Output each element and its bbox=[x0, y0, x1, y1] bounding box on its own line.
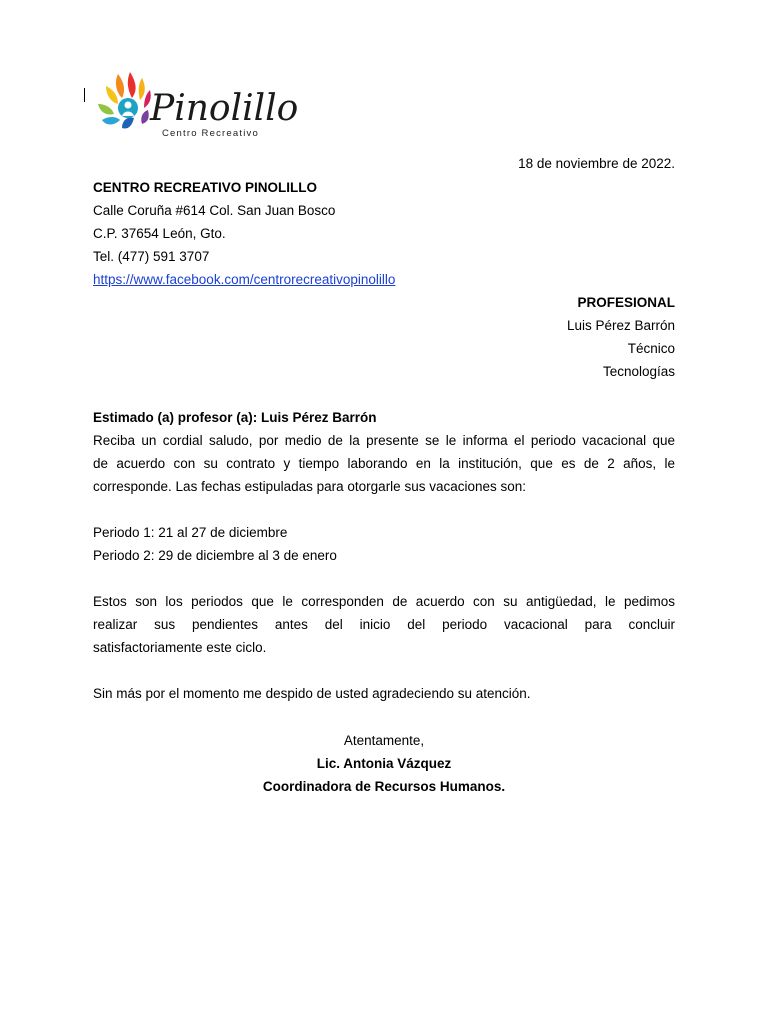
sender-name: CENTRO RECREATIVO PINOLILLO bbox=[93, 180, 318, 195]
closing-title: Coordinadora de Recursos Humanos. bbox=[262, 779, 506, 794]
paragraph-1-line-3: corresponde. Las fechas estipuladas para otorgarle sus vacaciones son: bbox=[93, 479, 527, 494]
vacation-period-1: Periodo 1: 21 al 27 de diciembre bbox=[93, 525, 288, 540]
logo-tagline: Centro Recreativo bbox=[162, 128, 259, 139]
facebook-link[interactable]: https://www.facebook.com/centrorecreativopinolillo bbox=[93, 272, 396, 287]
paragraph-2-line-2: realizar sus pendientes antes del inicio del periodo vacacional para concluir bbox=[93, 617, 675, 632]
paragraph-2-line-1: Estos son los periodos que le corresponden de acuerdo con su antigüedad, le pedimos bbox=[93, 594, 675, 609]
sender-postal: C.P. 37654 León, Gto. bbox=[93, 226, 226, 241]
paragraph-2-line-3: satisfactoriamente este ciclo. bbox=[93, 640, 267, 655]
sender-phone: Tel. (477) 591 3707 bbox=[93, 249, 210, 264]
recipient-role: Técnico bbox=[627, 341, 675, 356]
closing-signer: Lic. Antonia Vázquez bbox=[316, 756, 452, 771]
vacation-period-2: Periodo 2: 29 de diciembre al 3 de enero bbox=[93, 548, 337, 563]
recipient-dept: Tecnologías bbox=[602, 364, 675, 379]
paragraph-1-line-2: de acuerdo con su contrato y tiempo laborando en la institución, que es de 2 años, le bbox=[93, 456, 675, 471]
flame-emblem-icon bbox=[98, 72, 151, 129]
recipient-name: Luis Pérez Barrón bbox=[566, 318, 675, 333]
text-cursor bbox=[84, 88, 85, 102]
letter-date: 18 de noviembre de 2022. bbox=[518, 156, 675, 171]
closing-farewell: Atentamente, bbox=[343, 733, 425, 748]
recipient-heading: PROFESIONAL bbox=[577, 295, 675, 310]
salutation: Estimado (a) profesor (a): Luis Pérez Barrón bbox=[93, 410, 377, 425]
paragraph-1-line-1: Reciba un cordial saludo, por medio de la presente se le informa el periodo vacacional que bbox=[93, 433, 675, 448]
sender-address: Calle Coruña #614 Col. San Juan Bosco bbox=[93, 203, 336, 218]
logo-wordmark: Pinolillo bbox=[150, 88, 299, 129]
paragraph-3: Sin más por el momento me despido de usted agradeciendo su atención. bbox=[93, 686, 531, 701]
pinolillo-logo bbox=[92, 64, 299, 146]
sender-link-row bbox=[93, 271, 675, 289]
